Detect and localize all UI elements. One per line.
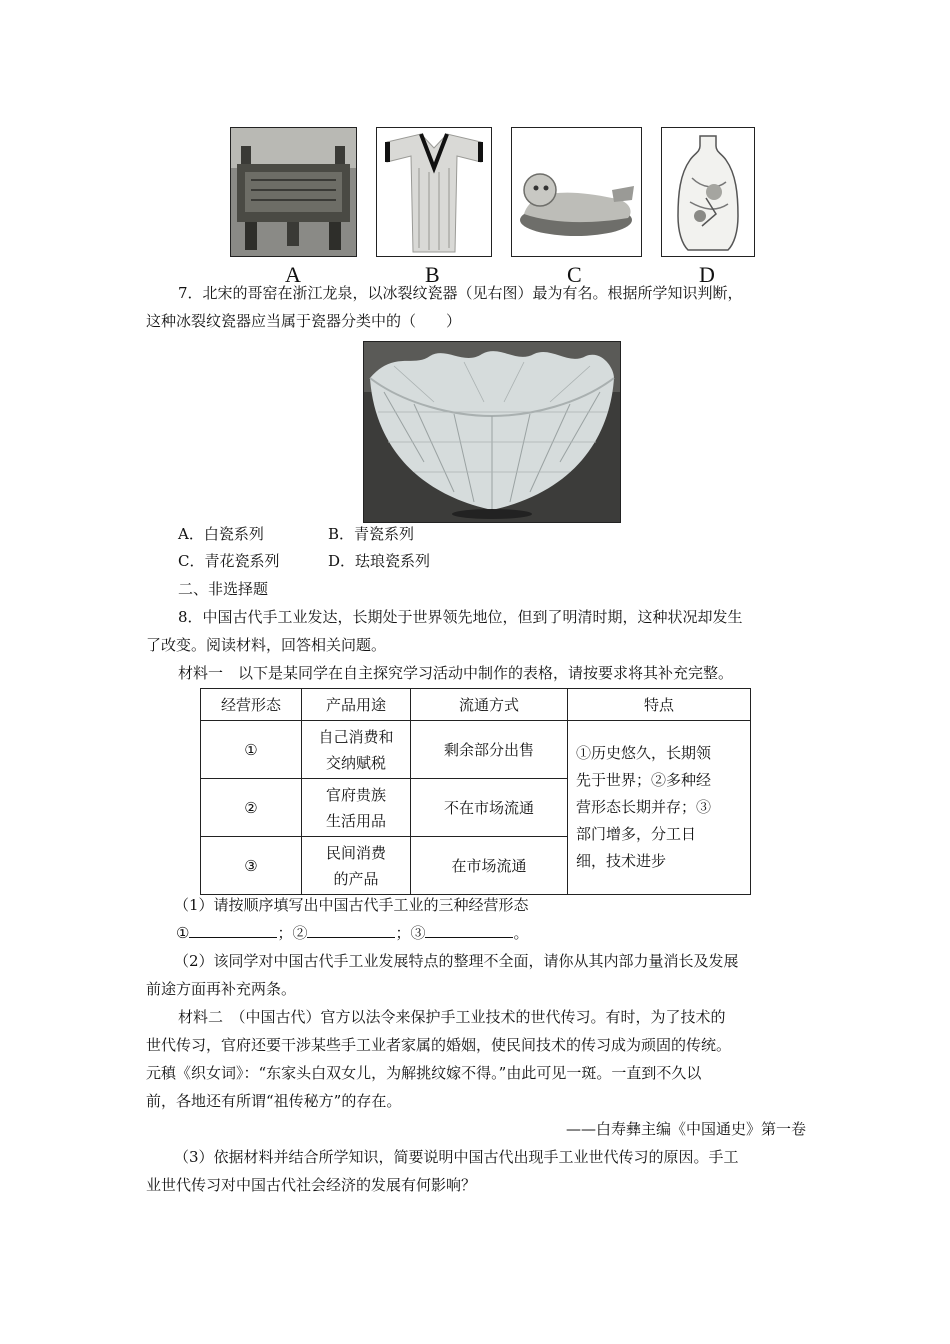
feature-line: 先于世界；②多种经 bbox=[576, 771, 712, 789]
use-text: 自己消费和 bbox=[318, 727, 394, 746]
feature-line: 部门增多，分工日 bbox=[576, 825, 697, 843]
blank-mark: ① bbox=[176, 924, 190, 942]
use-text: 官府贵族 bbox=[325, 785, 386, 804]
use-cell bbox=[302, 721, 411, 779]
q8-line-1: 8．中国古代手工业发达，长期处于世界领先地位，但到了明清时期，这种状况却发生 bbox=[178, 608, 743, 626]
table-header: 经营形态 bbox=[201, 689, 302, 721]
blank-mark: ；③ bbox=[395, 924, 426, 942]
flow-cell: 剩余部分出售 bbox=[411, 721, 568, 779]
q7-option-d: D．珐琅瓷系列 bbox=[328, 552, 431, 570]
use-text: 生活用品 bbox=[325, 811, 386, 830]
table-header: 特点 bbox=[568, 689, 751, 721]
feature-line: 营形态长期并存；③ bbox=[576, 798, 712, 816]
sub-question-3-line-2: 业世代传习对中国古代社会经济的发展有何影响？ bbox=[146, 1176, 477, 1194]
silk-robe-image bbox=[376, 127, 492, 257]
q7-option-b: B．青瓷系列 bbox=[328, 525, 415, 543]
feature-line: ①历史悠久，长期领 bbox=[576, 744, 712, 762]
section-heading: 二、非选择题 bbox=[178, 580, 269, 598]
material-2-line-2: 世代传习，官府还要干涉某些手工业者家属的婚姻，使民间技术的传习成为顽固的传统。 bbox=[146, 1036, 732, 1054]
figure-label-b: B bbox=[425, 262, 440, 287]
crackle-bowl-image bbox=[363, 341, 621, 523]
sub-question-2-line-2: 前途方面再补充两条。 bbox=[146, 980, 297, 998]
use-cell bbox=[302, 837, 411, 895]
q7-option-c: C．青花瓷系列 bbox=[178, 552, 280, 570]
form-cell: ③ bbox=[201, 837, 302, 895]
table-header: 产品用途 bbox=[302, 689, 411, 721]
material-1-intro: 材料一 以下是某同学在自主探究学习活动中制作的表格，请按要求将其补充完整。 bbox=[178, 664, 734, 682]
sub-question-2-line-1: （2）该同学对中国古代手工业发展特点的整理不全面，请你从其内部力量消长及发展 bbox=[174, 952, 739, 970]
blank-mark: 。 bbox=[513, 924, 529, 942]
material-2-line-3: 元稹《织女词》：“东家头白双女儿，为解挑纹嫁不得。”由此可见一斑。一直到不久以 bbox=[146, 1064, 702, 1082]
handicraft-table bbox=[200, 688, 751, 895]
answer-blanks bbox=[176, 920, 529, 946]
enamel-vase-image bbox=[661, 127, 755, 257]
porcelain-pillow-image bbox=[511, 127, 642, 257]
material-2-line-4: 前，各地还有所谓“祖传秘方”的存在。 bbox=[146, 1092, 402, 1110]
answer-blank-3[interactable] bbox=[425, 921, 513, 938]
form-cell: ① bbox=[201, 721, 302, 779]
material-2-line-1: 材料二 （中国古代）官方以法令来保护手工业技术的世代传习。有时，为了技术的 bbox=[178, 1008, 726, 1026]
answer-blank-2[interactable] bbox=[307, 921, 395, 938]
sub-question-3-line-1: （3）依据材料并结合所学知识，简要说明中国古代出现手工业世代传习的原因。手工 bbox=[174, 1148, 739, 1166]
answer-blank-1[interactable] bbox=[189, 921, 277, 938]
use-text: 民间消费 bbox=[325, 843, 386, 862]
use-cell bbox=[302, 779, 411, 837]
features-cell bbox=[568, 721, 751, 895]
figure-label-d: D bbox=[699, 262, 715, 287]
q7-option-a: A．白瓷系列 bbox=[178, 525, 264, 543]
figure-label-a: A bbox=[285, 262, 301, 287]
table-header: 流通方式 bbox=[411, 689, 568, 721]
blank-mark: ；② bbox=[277, 924, 308, 942]
form-cell: ② bbox=[201, 779, 302, 837]
table-row bbox=[201, 721, 751, 779]
q8-line-2: 了改变。阅读材料，回答相关问题。 bbox=[146, 636, 387, 654]
material-2-source: ——白寿彝主编《中国通史》第一卷 bbox=[565, 1120, 806, 1138]
flow-cell: 在市场流通 bbox=[411, 837, 568, 895]
bronze-ding-image bbox=[230, 127, 357, 257]
sub-question-1: （1）请按顺序填写出中国古代手工业的三种经营形态 bbox=[174, 896, 529, 914]
q7-line-1: 7．北宋的哥窑在浙江龙泉，以冰裂纹瓷器（见右图）最为有名。根据所学知识判断， bbox=[178, 284, 743, 302]
feature-line: 细，技术进步 bbox=[576, 852, 667, 870]
use-text: 的产品 bbox=[333, 869, 379, 888]
use-text: 交纳赋税 bbox=[325, 753, 386, 772]
flow-cell: 不在市场流通 bbox=[411, 779, 568, 837]
figure-label-c: C bbox=[567, 262, 582, 287]
q7-line-2: 这种冰裂纹瓷器应当属于瓷器分类中的（ ） bbox=[146, 312, 462, 330]
